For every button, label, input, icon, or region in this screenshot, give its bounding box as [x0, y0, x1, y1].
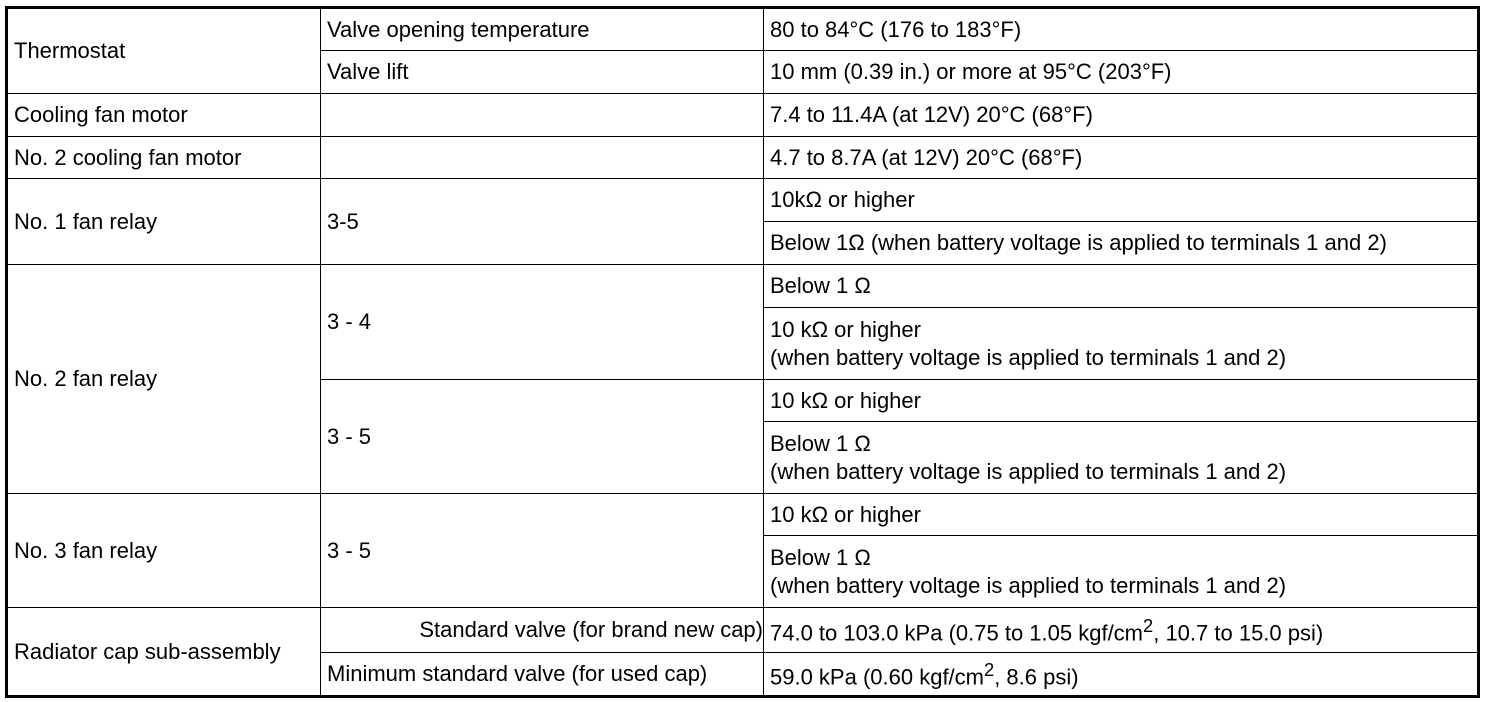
row-label-no3-fan-relay: No. 3 fan relay	[7, 494, 321, 608]
spec-line: Below 1 Ω	[770, 430, 871, 456]
item-standard-valve: Standard valve (for brand new cap)	[321, 608, 764, 653]
spec-no2-fan-relay-b2	[764, 422, 1479, 494]
spec-line: (when battery voltage is applied to terminals 1 and 2)	[770, 344, 1287, 370]
row-label-thermostat: Thermostat	[7, 8, 321, 94]
row-label-no2-fan-relay: No. 2 fan relay	[7, 265, 321, 494]
table-row	[7, 137, 1479, 179]
superscript: 2	[984, 659, 995, 681]
terminal-no3-fan-relay: 3 - 5	[321, 494, 764, 608]
table-row	[7, 494, 1479, 536]
table-row	[7, 8, 1479, 51]
item-valve-opening-temperature: Valve opening temperature	[321, 8, 764, 51]
table-row	[7, 265, 1479, 308]
spec-no3-fan-relay-2	[764, 536, 1479, 608]
table-row	[7, 94, 1479, 137]
row-label-radiator-cap: Radiator cap sub-assembly	[7, 608, 321, 697]
spec-cooling-fan-motor: 7.4 to 11.4A (at 12V) 20°C (68°F)	[764, 94, 1479, 137]
spec-no2-fan-relay-a1: Below 1 Ω	[764, 265, 1479, 308]
item-valve-lift: Valve lift	[321, 51, 764, 94]
spec-line: Below 1 Ω	[770, 544, 871, 570]
row-label-cooling-fan-motor: Cooling fan motor	[7, 94, 321, 137]
spec-line: (when battery voltage is applied to terminals 1 and 2)	[770, 458, 1287, 484]
spec-standard-valve	[764, 608, 1479, 653]
spec-no2-fan-relay-a2	[764, 308, 1479, 380]
spec-valve-opening-temperature: 80 to 84°C (176 to 183°F)	[764, 8, 1479, 51]
spec-no2-fan-relay-b1: 10 kΩ or higher	[764, 380, 1479, 422]
spec-no1-fan-relay-2: Below 1Ω (when battery voltage is applied to terminals 1 and 2)	[764, 222, 1479, 265]
spec-line: (when battery voltage is applied to terminals 1 and 2)	[770, 572, 1287, 598]
terminal-no1-fan-relay: 3-5	[321, 179, 764, 265]
item-minimum-standard-valve: Minimum standard valve (for used cap)	[321, 653, 764, 697]
table-row	[7, 179, 1479, 222]
spec-no3-fan-relay-1: 10 kΩ or higher	[764, 494, 1479, 536]
terminal-no2-fan-relay-3-4: 3 - 4	[321, 265, 764, 380]
table-row	[7, 608, 1479, 653]
spec-minimum-standard-valve	[764, 653, 1479, 697]
spec-text: , 8.6 psi)	[994, 664, 1079, 690]
spec-line: 10 kΩ or higher	[770, 316, 921, 342]
row-label-no1-fan-relay: No. 1 fan relay	[7, 179, 321, 265]
empty-cell	[321, 94, 764, 137]
terminal-no2-fan-relay-3-5: 3 - 5	[321, 380, 764, 494]
specification-table	[5, 6, 1480, 698]
spec-text: 74.0 to 103.0 kPa (0.75 to 1.05 kgf/cm	[770, 620, 1144, 646]
spec-text: 59.0 kPa (0.60 kgf/cm	[770, 664, 984, 690]
spec-no1-fan-relay-1: 10kΩ or higher	[764, 179, 1479, 222]
superscript: 2	[1143, 615, 1154, 637]
empty-cell	[321, 137, 764, 179]
spec-valve-lift: 10 mm (0.39 in.) or more at 95°C (203°F)	[764, 51, 1479, 94]
row-label-no2-cooling-fan-motor: No. 2 cooling fan motor	[7, 137, 321, 179]
spec-no2-cooling-fan-motor: 4.7 to 8.7A (at 12V) 20°C (68°F)	[764, 137, 1479, 179]
spec-text: , 10.7 to 15.0 psi)	[1153, 620, 1324, 646]
